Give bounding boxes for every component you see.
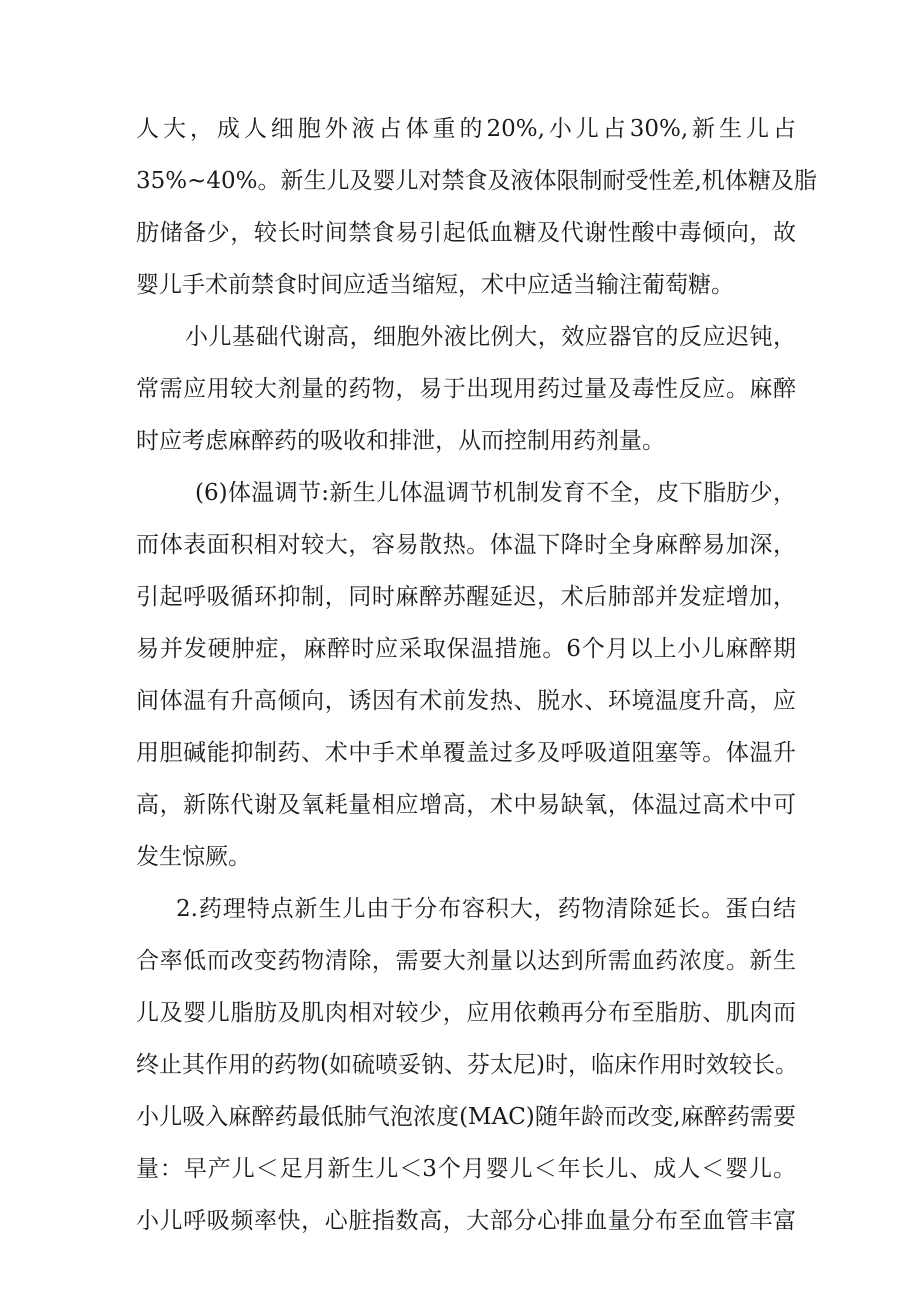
text-line: 终止其作用的药物(如硫喷妥钠、芬太尼)时，临床作用时效较长。 <box>136 1052 798 1078</box>
text-line: 量：早产儿＜足月新生儿＜3个月婴儿＜年长儿、成人＜婴儿。 <box>136 1156 796 1182</box>
text-line: 小儿呼吸频率快，心脏指数高，大部分心排血量分布至血管丰富 <box>136 1208 796 1234</box>
paragraph-first-line: 小儿基础代谢高，细胞外液比例大，效应器官的反应迟钝， <box>185 324 796 350</box>
text-line: 高，新陈代谢及氧耗量相应增高，术中易缺氧，体温过高术中可 <box>136 792 796 818</box>
text-line: 引起呼吸循环抑制，同时麻醉苏醒延迟，术后肺部并发症增加， <box>136 584 796 610</box>
text-line: 35%~40%。新生儿及婴儿对禁食及液体限制耐受性差,机体糖及脂 <box>136 168 817 194</box>
text-line: 常需应用较大剂量的药物，易于出现用药过量及毒性反应。麻醉 <box>136 376 796 402</box>
text-line: 合率低而改变药物清除，需要大剂量以达到所需血药浓度。新生 <box>136 948 796 974</box>
text-line: 时应考虑麻醉药的吸收和排泄，从而控制用药剂量。 <box>136 428 665 454</box>
text-line: 肪储备少，较长时间禁食易引起低血糖及代谢性酸中毒倾向，故 <box>136 220 796 246</box>
text-line: 人大，成人细胞外液占体重的20%,小儿占30%,新生儿占 <box>136 116 796 142</box>
text-line: 间体温有升高倾向，诱因有术前发热、脱水、环境温度升高，应 <box>136 688 796 714</box>
text-line: 而体表面积相对较大，容易散热。体温下降时全身麻醉易加深， <box>136 532 796 558</box>
paragraph-first-line: 2.药理特点新生儿由于分布容积大，药物清除延长。蛋白结 <box>176 896 796 922</box>
text-line: 婴儿手术前禁食时间应适当缩短，术中应适当输注葡萄糖。 <box>136 272 734 298</box>
text-line: 用胆碱能抑制药、术中手术单覆盖过多及呼吸道阻塞等。体温升 <box>136 740 796 766</box>
paragraph-first-line: (6)体温调节:新生儿体温调节机制发育不全，皮下脂肪少， <box>195 480 796 506</box>
text-line: 小儿吸入麻醉药最低肺气泡浓度(MAC)随年龄而改变,麻醉药需要 <box>136 1104 796 1130</box>
text-line: 发生惊厥。 <box>136 844 251 870</box>
text-line: 儿及婴儿脂肪及肌肉相对较少，应用依赖再分布至脂肪、肌肉而 <box>136 1000 796 1026</box>
text-line: 易并发硬肿症，麻醉时应采取保温措施。6个月以上小儿麻醉期 <box>136 636 796 662</box>
